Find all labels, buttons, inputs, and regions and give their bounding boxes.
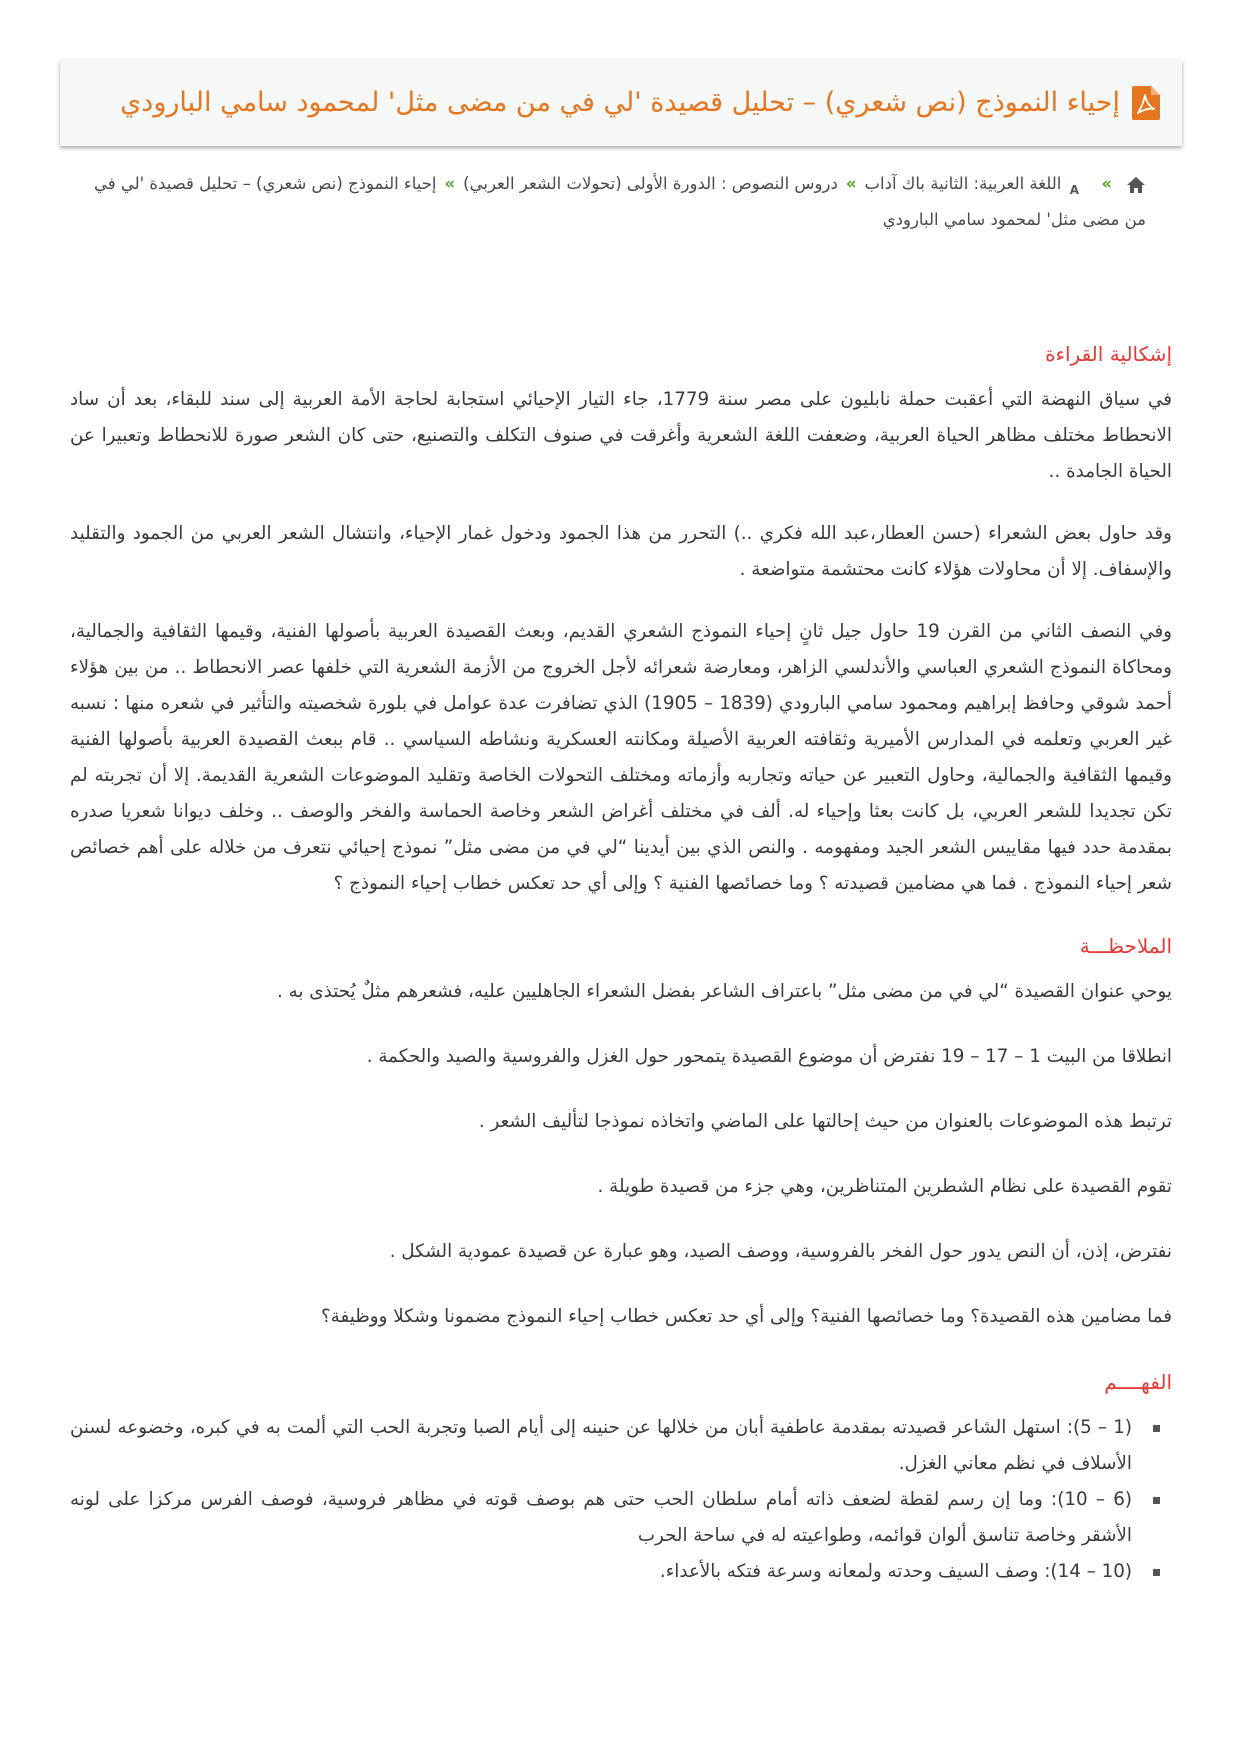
bullet-icon	[1153, 1497, 1160, 1504]
section-heading-observation: الملاحظـــة	[1079, 934, 1172, 958]
svg-text:文	[1067, 175, 1068, 188]
pdf-icon[interactable]	[1132, 86, 1160, 120]
page-title: إحياء النموذج (نص شعري) – تحليل قصيدة 'لي في من مضى مثل' لمحمود سامي البارودي	[120, 86, 1120, 118]
paragraph: ترتبط هذه الموضوعات بالعنوان من حيث إحالتها على الماضي واتخاذه نموذجا لتأليف الشعر .	[478, 1111, 1172, 1132]
breadcrumb-item-lessons[interactable]: دروس النصوص : الدورة الأولى (تحولات الشعر العربي)	[463, 174, 838, 193]
list-item	[70, 1410, 1172, 1482]
list-item-text: (10 – 14): وصف السيف وحدته ولمعانه وسرعة فتكه بالأعداء.	[659, 1561, 1132, 1582]
paragraph: يوحي عنوان القصيدة “لي في من مضى مثل” باعتراف الشاعر بفضل الشعراء الجاهليين عليه، فشعرهم مثلٌ يُحتذى به .	[276, 981, 1172, 1002]
list-item-text: (1 – 5): استهل الشاعر قصيدته بمقدمة عاطفية أبان من خلالها عن حنينه إلى أيام الصبا وتجربة الحب التي ألمت به في كبره، وخضوعه لسنن الأسلاف في نظم معاني الغزل.	[70, 1417, 1132, 1474]
article-content	[70, 336, 1172, 1590]
bullet-icon	[1153, 1425, 1160, 1432]
list-item	[70, 1482, 1172, 1554]
bullet-icon	[1153, 1569, 1160, 1576]
paragraph: وقد حاول بعض الشعراء (حسن العطار،عبد الله فكري ..) التحرر من هذا الجمود ودخول غمار الإحياء، وانتشال الشعر العربي من الجمود والتقليد والإسفاف. إلا أن محاولات هؤلاء كانت محتشمة متواضعة .	[70, 523, 1172, 580]
paragraph: وفي النصف الثاني من القرن 19 حاول جيل ثانٍ إحياء النموذج الشعري القديم، وبعث القصيدة العربية بأصولها الفنية، وقيمها الثقافية والجمالية، ومحاكاة النموذج الشعري العباسي والأندلسي الزاهر، ومعارضة شعرائه لأجل الخروج من الأزمة الشعرية التي خلفها عصر الانحطاط .. من بين هؤلاء أحمد شوقي وحافظ إبراهيم ومحمود سامي البارودي (1839 – 1905) الذي تضافرت عدة عوامل في بلورة شخصيته والتأثير في شعره منها : نسبه غير العربي وتعلمه في المدارس الأميرية وثقافته العربية الأصيلة ومكانته العسكرية ونشاطه السياسي .. قام ببعث القصيدة العربية بأصولها الفنية وقيمها الثقافية والجمالية، وحاول التعبير عن حياته وتجاربه وأزماته ومختلف التحولات الخاصة وتقليد الموضوعات الشعرية القديمة. إلا أن تجربته لم تكن تجديدا للشعر العربي، بل كانت بعثا وإحياء له. ألف في مختلف أغراض الشعر وخاصة الحماسة والفخر والوصف .. وخلف ديوانا شعريا صدره بمقدمة حدد فيها مقاييس الشعر الجيد ومفهومه . والنص الذي بين أيدينا “لي في من مضى مثل” نموذج إحيائي نتعرف من خلاله على أهم خصائص شعر إحياء النموذج . فما هي مضامين قصيدته ؟ وما خصائصها الفنية ؟ وإلى أي حد تعكس خطاب إحياء النموذج ؟	[70, 621, 1173, 894]
breadcrumb-separator: »	[1101, 174, 1112, 193]
breadcrumb-item-current: إحياء النموذج (نص شعري) – تحليل قصيدة 'لي في من مضى مثل' لمحمود سامي البارودي	[93, 174, 1146, 229]
paragraph: في سياق النهضة التي أعقبت حملة نابليون على مصر سنة 1779، جاء التيار الإحيائي استجابة لحاجة الأمة العربية إلى سند للبقاء، بعد أن ساد الانحطاط مختلف مظاهر الحياة العربية، وضعفت اللغة الشعرية وأغرقت في صنوف التكلف والتصنيع، حتى كان الشعر صورة للانحطاط وتعبيرا عن الحياة الجامدة ..	[70, 389, 1173, 482]
section-heading-understanding: الفهــــم	[1104, 1370, 1172, 1394]
breadcrumb-item-course[interactable]: اللغة العربية: الثانية باك آداب	[864, 174, 1062, 193]
understanding-list	[70, 1410, 1172, 1590]
translate-icon	[1067, 174, 1093, 196]
svg-text:A: A	[1070, 182, 1080, 196]
paragraph: انطلاقا من البيت 1 – 17 – 19 نفترض أن موضوع القصيدة يتمحور حول الغزل والفروسية والصيد والحكمة .	[366, 1046, 1172, 1067]
title-card	[60, 60, 1182, 146]
paragraph: تقوم القصيدة على نظام الشطرين المتناظرين، وهي جزء من قصيدة طويلة .	[597, 1176, 1172, 1197]
paragraph: فما مضامين هذه القصيدة؟ وما خصائصها الفنية؟ وإلى أي حد تعكس خطاب إحياء النموذج مضمونا وشكلا ووظيفة؟	[320, 1306, 1172, 1327]
paragraph: نفترض، إذن، أن النص يدور حول الفخر بالفروسية، ووصف الصيد، وهو عبارة عن قصيدة عمودية الشكل .	[389, 1241, 1172, 1262]
breadcrumb-separator: »	[444, 174, 456, 193]
breadcrumb	[70, 166, 1146, 238]
list-item-text: (6 – 10): وما إن رسم لقطة لضعف ذاته أمام سلطان الحب حتى هم بوصف قوته في مظاهر فروسية، فوصف الفرس مركزا على لونه الأشقر وخاصة تناسق ألوان قوائمه، وطواعيته له في ساحة الحرب	[70, 1489, 1132, 1546]
breadcrumb-separator: »	[845, 174, 857, 193]
home-icon[interactable]	[1126, 176, 1146, 194]
section-heading-reading: إشكالية القراءة	[1045, 342, 1172, 366]
list-item	[70, 1554, 1172, 1590]
observation-list	[70, 974, 1172, 1335]
